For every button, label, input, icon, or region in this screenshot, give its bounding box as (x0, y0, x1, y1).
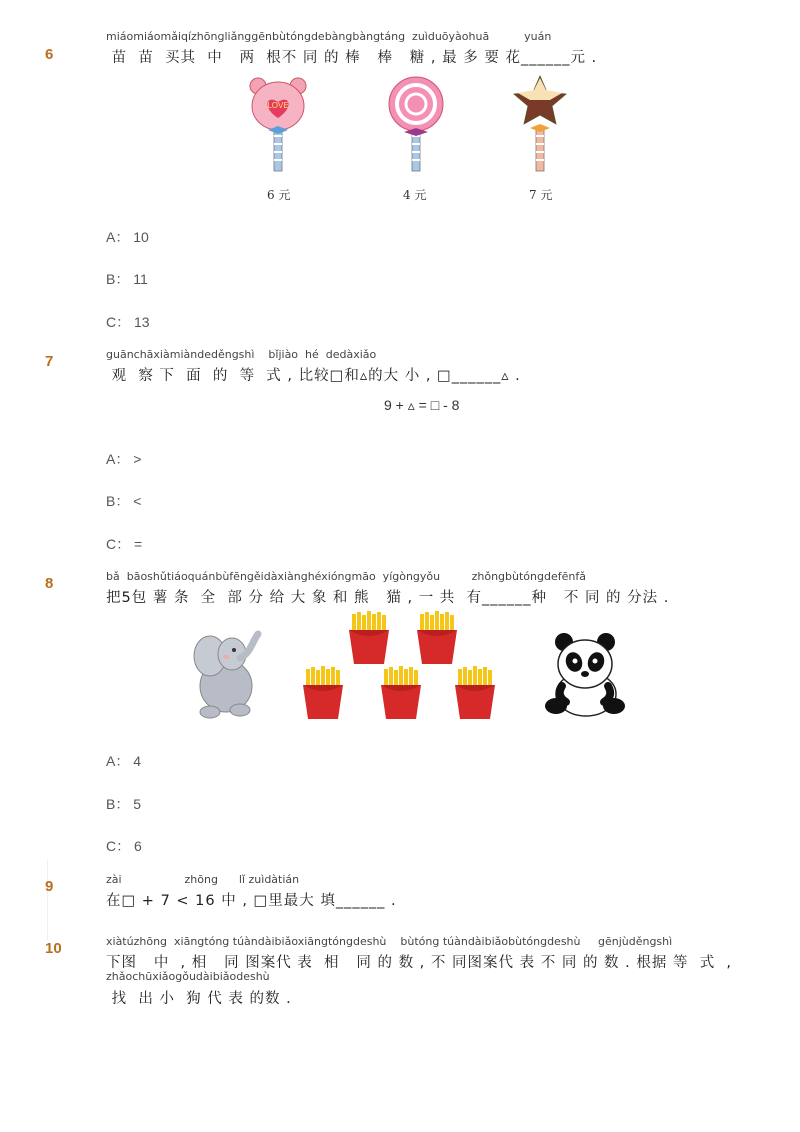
q10-number: 10 (45, 940, 62, 957)
french-fries-icon (346, 610, 392, 666)
q6-stem: 苗 苗 买其 中 两 根不 同 的 棒 棒 糖 , 最 多 要 花______元 . (106, 50, 598, 66)
round-lollipop-icon (386, 74, 446, 174)
q6-number: 6 (45, 46, 54, 63)
price-label: 4 元 (403, 188, 427, 202)
q8-pinyin: bǎ bāoshǔtiáoquánbùfēngěidàxiànghéxióngmāo yígòngyǒu zhǒngbùtóngdefēnfǎ (106, 570, 586, 583)
q6-pinyin: miáomiáomǎiqízhōngliǎnggēnbùtóngdebàngbàngtáng zuìduōyàohuā yuán (106, 30, 552, 43)
elephant-icon (190, 628, 264, 720)
q10-stem-line2: 找 出 小 狗 代 表 的数 . (106, 991, 292, 1007)
q7-option-b[interactable]: B： < (106, 493, 142, 509)
q9-number: 9 (45, 878, 54, 895)
french-fries-icon (414, 610, 460, 666)
panda-icon (542, 632, 628, 718)
q7-pinyin: guānchāxiàmiàndeděngshì bǐjiào hé dedàxiǎo (106, 348, 377, 361)
q6-option-c[interactable]: C： 13 (106, 314, 150, 330)
q7-option-c[interactable]: C： = (106, 536, 143, 552)
q7-option-a[interactable]: A： > (106, 451, 142, 467)
q6-option-a[interactable]: A： 10 (106, 229, 149, 245)
q9-pinyin: zài zhōng lǐ zuìdàtián (106, 873, 300, 886)
q8-stem: 把5包 薯 条 全 部 分 给 大 象 和 熊 猫 , 一 共 有______种 不 同 的 分法 . (106, 590, 670, 606)
bear-lollipop-icon (248, 74, 308, 174)
q9-stem: 在□ + 7 < 16 中 , □里最大 填______ . (106, 893, 397, 909)
q7-equation: 9 + ▵ = □ - 8 (384, 397, 460, 413)
q8-option-a[interactable]: A： 4 (106, 753, 142, 769)
q7-stem: 观 察 下 面 的 等 式 , 比较□和▵的大 小 , □______▵ . (106, 368, 521, 384)
q10-pinyin-line2: zhǎochūxiǎogǒudàibiǎodeshù (106, 970, 270, 983)
q10-stem: 下图 中 , 相 同 图案代 表 相 同 的 数 , 不 同图案代 表 不 同 的 数 . 根据 等 式 , (106, 955, 733, 971)
french-fries-icon (452, 665, 498, 721)
price-label: 6 元 (267, 188, 291, 202)
svg-text:LOVE: LOVE (267, 101, 289, 110)
q10-pinyin: xiàtúzhōng xiāngtóng túàndàibiǎoxiāngtóngdeshù bùtóng túàndàibiǎobùtóngdeshù gēnjùděngshì (106, 935, 673, 948)
q8-number: 8 (45, 575, 54, 592)
french-fries-icon (378, 665, 424, 721)
french-fries-icon (300, 665, 346, 721)
price-label: 7 元 (529, 188, 553, 202)
q7-number: 7 (45, 353, 54, 370)
q8-option-c[interactable]: C： 6 (106, 838, 142, 854)
side-rule (47, 860, 48, 940)
q8-option-b[interactable]: B： 5 (106, 796, 142, 812)
q6-option-b[interactable]: B： 11 (106, 271, 148, 287)
star-lollipop-icon (510, 74, 570, 174)
